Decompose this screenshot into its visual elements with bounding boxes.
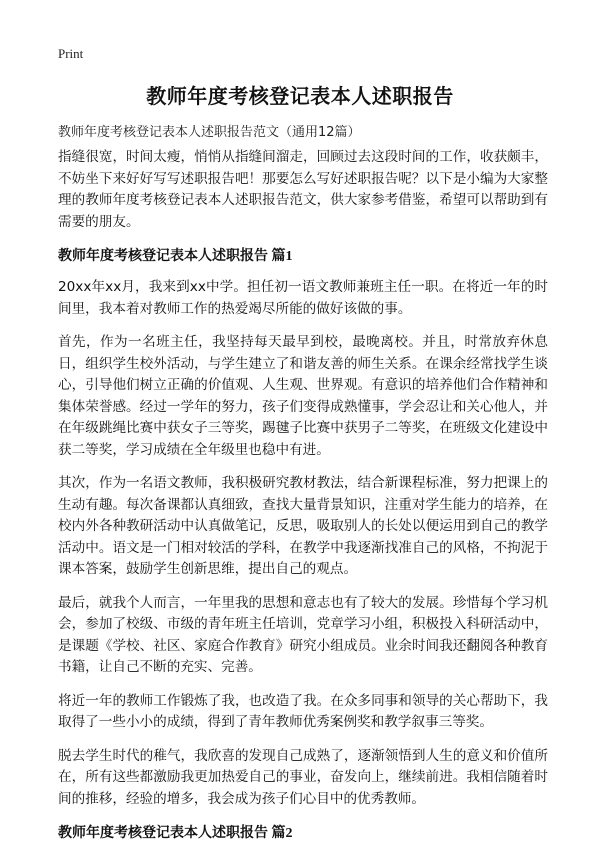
document-subtitle: 教师年度考核登记表本人述职报告范文（通用12篇） (58, 125, 361, 140)
print-link[interactable]: Print (58, 46, 84, 61)
section-heading-2: 教师年度考核登记表本人述职报告 篇2 (58, 826, 293, 841)
body-paragraph: 将近一年的教师工作锻炼了我，也改造了我。在众多同事和领导的关心帮助下，我取得了一些小小的成绩，得到了青年教师优秀案例奖和教学叙事三等奖。 (58, 692, 548, 730)
body-paragraph: 首先，作为一名班主任，我坚持每天最早到校，最晚离校。并且，时常放弃休息日，组织学生校外活动，与学生建立了和谐友善的师生关系。在课余经常找学生谈心，引导他们树立正确的价值观、人生观、世界观。有意识的培养他们合作精神和集体荣誉感。经过一学年的努力，孩子们变得成熟懂事，学会忍让和关心他人，并在年级跳绳比赛中获女子三等奖，踢毽子比赛中获男子二等奖，在班级文化建设中获二等奖，学习成绩在全年级里也稳中有进。 (58, 334, 548, 458)
body-paragraph: 其次，作为一名语文教师，我积极研究教材教法，结合新课程标准，努力把课上的生动有趣。每次备课都认真细致，查找大量背景知识，注重对学生能力的培养，在校内外各种教研活动中认真做笔记，反思，吸取别人的长处以便运用到自己的教学活动中。语文是一门相对较活的学科，在教学中我逐渐找准自己的风格，不拘泥于课本答案，鼓励学生创新思维，提出自己的观点。 (58, 475, 548, 577)
body-paragraph: 最后，就我个人而言，一年里我的思想和意志也有了较大的发展。珍惜每个学习机会，参加了校级、市级的青年班主任培训，党章学习小组，积极投入科研活动中，是课题《学校、社区、家庭合作教育》研究小组成员。业余时间我还翻阅各种教育书籍，让自己不断的充实、完善。 (58, 594, 548, 675)
document-body (58, 147, 548, 854)
section-heading-1: 教师年度考核登记表本人述职报告 篇1 (58, 249, 293, 264)
intro-paragraph: 指缝很宽，时间太瘦，悄悄从指缝间溜走，回顾过去这段时间的工作，收获颇丰，不妨坐下来好好写写述职报告吧！那要怎么写好述职报告呢？以下是小编为大家整理的教师年度考核登记表本人述职报告范文，供大家参考借鉴，希望可以帮助到有需要的朋友。 (58, 149, 548, 230)
body-paragraph: 20xx年xx月，我来到xx中学。担任初一语文教师兼班主任一职。在将近一年的时间里，我本着对教师工作的热爱竭尽所能的做好该做的事。 (58, 279, 548, 317)
page-title: 教师年度考核登记表本人述职报告 (146, 84, 454, 108)
body-paragraph: 脱去学生时代的稚气，我欣喜的发现自己成熟了，逐渐领悟到人生的意义和价值所在，所有这些都激励我更加热爱自己的事业，奋发向上，继续前进。我相信随着时间的推移，经验的增多，我会成为孩子们心目中的优秀教师。 (58, 747, 548, 807)
